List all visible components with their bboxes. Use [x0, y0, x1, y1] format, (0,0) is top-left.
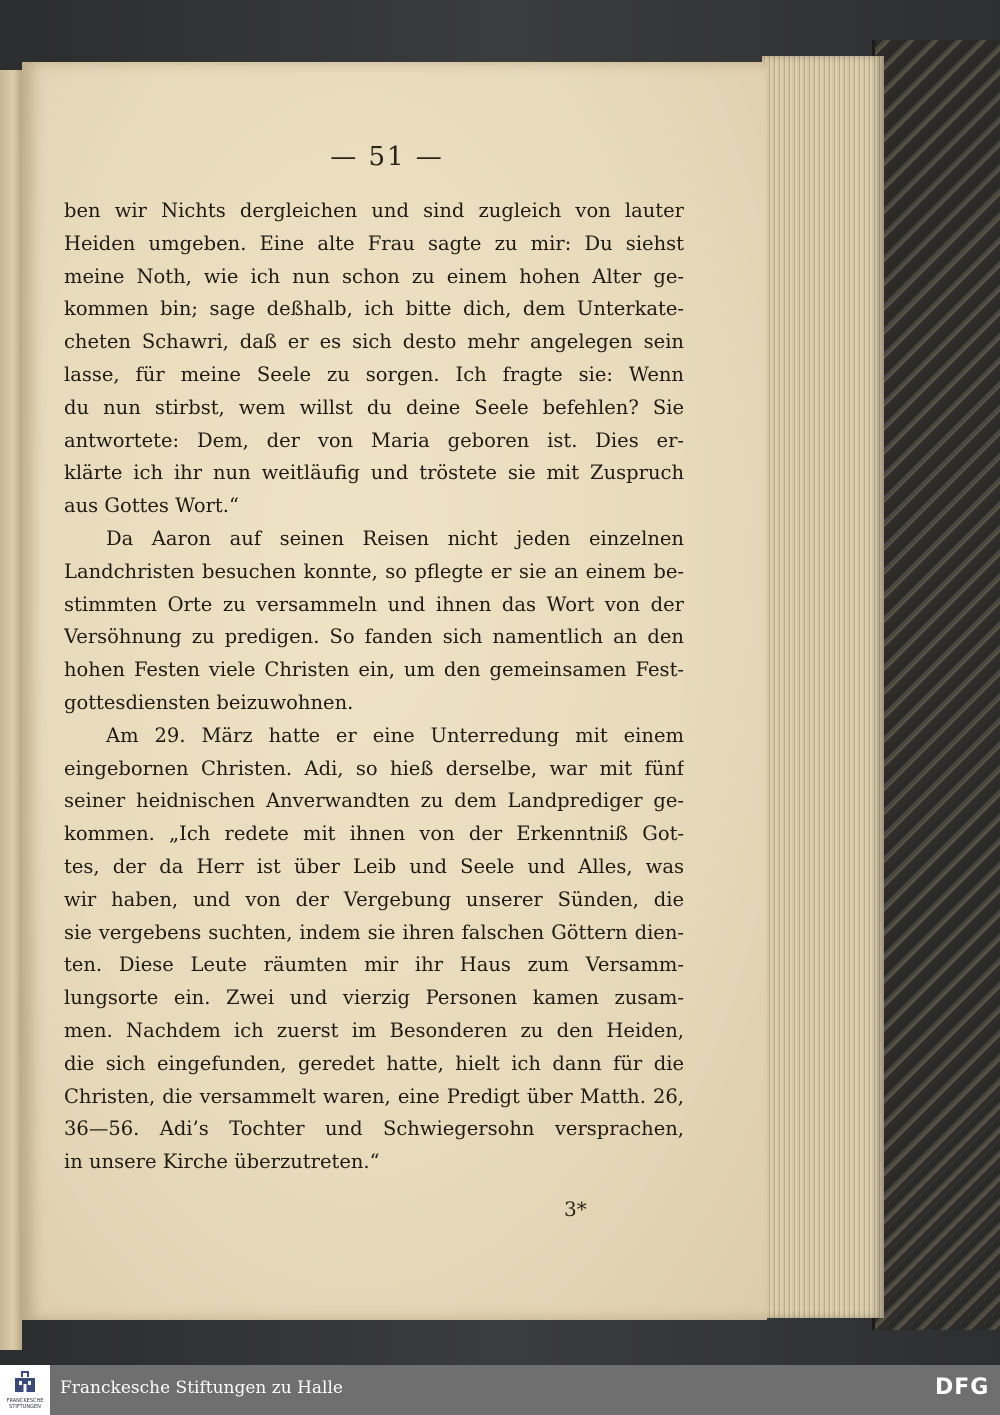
book-page: [22, 62, 767, 1320]
building-icon: [12, 1371, 38, 1393]
text-line: Am 29. März hatte er eine Unterredung mit einem: [106, 723, 684, 747]
text-line: lungsorte ein. Zwei und vierzig Personen kamen zusam-: [64, 986, 684, 1010]
text-line: men. Nachdem ich zuerst im Besonderen zu den Heiden,: [64, 1018, 684, 1042]
text-line: gottesdiensten beizuwohnen.: [64, 690, 354, 714]
book-cover-edge: [872, 40, 1000, 1330]
text-line: hohen Festen viele Christen ein, um den gemeinsamen Fest-: [64, 658, 684, 682]
text-line: aus Gottes Wort.“: [64, 494, 239, 518]
text-line: die sich eingefunden, geredet hatte, hielt ich dann für die: [64, 1051, 684, 1075]
text-line: Landchristen besuchen konnte, so pflegte er sie an einem be-: [64, 559, 684, 583]
text-line: eingebornen Christen. Adi, so hieß derselbe, war mit fünf: [64, 756, 684, 780]
text-line: ten. Diese Leute räumten mir ihr Haus zum Versamm-: [64, 953, 684, 977]
text-line: 36—56. Adi’s Tochter und Schwiegersohn versprachen,: [64, 1117, 684, 1141]
text-line: meine Noth, wie ich nun schon zu einem hohen Alter ge-: [64, 264, 684, 288]
text-line: sie vergebens suchten, indem sie ihren falschen Göttern dien-: [64, 920, 684, 944]
text-line: klärte ich ihr nun weitläufig und tröstete sie mit Zuspruch: [64, 461, 684, 485]
text-line: lasse, für meine Seele zu sorgen. Ich fragte sie: Wenn: [64, 362, 684, 386]
text-line: Versöhnung zu predigen. So fanden sich namentlich an den: [64, 625, 684, 649]
signature-mark: 3*: [564, 1197, 587, 1221]
dfg-logo[interactable]: DFG: [935, 1375, 990, 1400]
footer-bar: [0, 1365, 1000, 1415]
body-text: [64, 195, 684, 1179]
logo-text: FRANCKESCHE STIFTUNGEN: [6, 1398, 44, 1410]
text-line: stimmten Orte zu versammeln und ihnen das Wort von der: [64, 592, 684, 616]
text-line: kommen. „Ich redete mit ihnen von der Erkenntniß Got-: [64, 822, 684, 846]
page-number: — 51 —: [330, 142, 444, 172]
text-line: ben wir Nichts dergleichen und sind zugleich von lauter: [64, 199, 684, 222]
text-line: Da Aaron auf seinen Reisen nicht jeden einzelnen: [106, 526, 684, 550]
text-line: wir haben, und von der Vergebung unserer Sünden, die: [64, 887, 684, 911]
franckesche-logo[interactable]: [0, 1365, 50, 1415]
facing-page-edge: [0, 70, 22, 1350]
text-line: seiner heidnischen Anverwandten zu dem Landprediger ge-: [64, 789, 684, 813]
text-line: du nun stirbst, wem willst du deine Seele befehlen? Sie: [64, 395, 684, 419]
text-line: Christen, die versammelt waren, eine Predigt über Matth. 26,: [64, 1084, 684, 1108]
text-line: tes, der da Herr ist über Leib und Seele und Alles, was: [64, 854, 684, 878]
text-line: in unsere Kirche überzutreten.“: [64, 1150, 380, 1174]
text-line: Heiden umgeben. Eine alte Frau sagte zu mir: Du siehst: [64, 231, 684, 255]
text-line: cheten Schawri, daß er es sich desto mehr angelegen sein: [64, 330, 684, 354]
text-line: antwortete: Dem, der von Maria geboren ist. Dies er-: [64, 428, 684, 452]
page-stack-edge: [762, 56, 884, 1318]
footer-title[interactable]: Franckesche Stiftungen zu Halle: [60, 1378, 343, 1398]
text-line: kommen bin; sage deßhalb, ich bitte dich, dem Unterkate-: [64, 297, 684, 321]
